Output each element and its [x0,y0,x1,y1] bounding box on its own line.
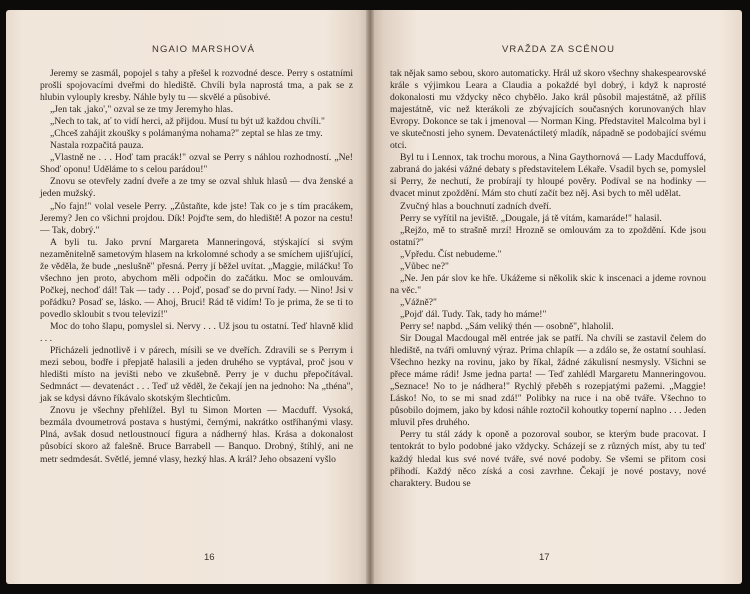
paragraph: „Jen tak ‚jako'," ozval se ze tmy Jeremyho hlas. [50,104,234,116]
paragraph: Znovu je všechny přehlížel. Byl tu Simon Morten — Macduff. Vysoká, bezmála dvoumetrová postava s hustými, černými, nakrátko ostříhanými vlasy. Plná, avšak dosud netloustnoucí figura a nádherný hlas. Krása a dokonalost působící skoro až falešně. Bruce Barrabell — Banquo. Drobný, štíhlý, ani ne metr sedmdesát. Světlé, jemné vlasy, hezký hlas. A král? Jeho obsazení vyšlo [40,405,353,465]
paragraph: „Ne. Jen pár slov ke hře. Ukážeme si několik skic k inscenaci a jdeme rovnou na věc." [390,272,706,296]
paragraph: „Rejžo, mě to strašně mrzí! Hrozně se omlouvám za to zpoždění. Kde jsou ostatní?" [390,224,706,248]
paragraph: Přicházeli jednotlivě i v párech, mísili se ve dveřích. Zdravili se s Perrym i mezi sebou, bodře i přepjatě halasili a jeden druhého se vyptával, proč jsou v hledišti místo na jevišti nebo ve zkušebně. Perry je v duchu přepočítával. Sedmnáct — devatenáct . . . Teď už věděl, že čekají jen na jednoho: Na „théna", jak se kdysi dávno říkávalo skotským šlechticům. [40,345,353,405]
paragraph: Nastala rozpačitá pauza. [50,140,144,152]
paragraph: „Pojď dál. Tudy. Tak, tady ho máme!" [400,308,547,320]
paragraph: „No fajn!" volal vesele Perry. „Zůstaňte, kde jste! Tak co je s tím pracákem, Jeremy? Jen co všichni projdou. Dík! Pojďte sem, do hlediště! A pozor na cestu! — Tak, dobrý." [40,200,353,236]
running-head-author: NGAIO MARSHOVÁ [152,44,256,55]
paragraph: „Vlastně ne . . . Hoď tam pracák!" ozval se Perry s náhlou rozhodností. „Ne! Shoď oponu! Uděláme to s celou parádou!" [40,152,353,176]
left-page [6,10,370,584]
paragraph: „Vážně?" [400,296,437,308]
paragraph: Moc do toho šlapu, pomyslel si. Nervy . . . Už jsou tu ostatní. Teď hlavně klid . . . [40,320,353,345]
paragraph: „Vpředu. Číst nebudeme." [400,248,502,260]
paragraph: „Nech to tak, ať to vidí herci, až přijdou. Musí tu být už každou chvíli." [50,116,325,128]
paragraph: Perry tu stál zády k oponě a pozoroval soubor, se kterým bude pracovat. I tentokrát to bylo podobné jako vždycky. Scházejí se z různých míst, aby tu teď každý hledal kus své nové tváře, své nové podoby. Se všemi se přitom cosi přihodí. Každý něco získá a cosi zavrhne. Čekají je nové postavy, nové charaktery. Budou se [390,429,706,489]
running-head-title: VRAŽDA ZA SCÉNOU [502,44,616,55]
right-page-text [390,68,706,490]
paragraph: Byl tu i Lennox, tak trochu morous, a Nina Gaythornová — Lady Macduffová, zabraná do jakési vážné debaty s představitelem Lékaře. Vsadil bych se, pomyslel si Perry, že nechutí, že probírají ty hloupé pověry. Podíval se na hodinky — dvacet minut zpoždění. Mám sto chutí začít bez něj. Asi bych to měl udělat. [390,152,706,200]
paragraph: tak nějak samo sebou, skoro automaticky. Hrál už skoro všechny shakespearovské krále s výjimkou Leara a Claudia a pokaždé byl dobrý, i když k naprosté dokonalosti mu vždycky něco chybělo. Jako král působil majestátně, až příliš majestátně, vic než kterákoli ze zbývajících současných korunovaných hlav Evropy. Dokonce se tak i jmenoval — Norman King. Představitel Malcolma byl i ve skutečnosti jeho synem. Devatenáctiletý mladík, nápadně se podobající svému otci. [390,68,706,152]
paragraph: Perry se! napbd. „Sám veliký thén — osobně", hlaholil. [400,320,614,332]
paragraph: Sir Dougal Macdougal měl entrée jak se patří. Na chvíli se zastavil čelem do hlediště, na tváři omluvný výraz. Prima chlapík — a zdálo se, že ostatní souhlasí. Všechno hezky na rovinu, jako by říkal, žádné zákulisní nesmysly. Všichni se přece máme rádi! Jsme jedna parta! — Teď zahlédl Margaretu Manneringovou. „Seznace! No to je nádhera!" Rychlý přeběh s rozepjatými pažemi. „Maggie! Lásko! No, to se mi snad zdá!" Polibky na ruce i na obě tváře. Všechno to působilo dojmem, jako by kdosi náhle roztočil kohoutky toperní naplno . . . Jeden mluvil přes druhého. [390,333,706,429]
right-page [370,10,742,584]
paragraph: „Chceš zahájit zkoušky s polámanýma nohama?" zeptal se hlas ze tmy. [50,128,323,140]
paragraph: Zvučný hlas a bouchnutí zadních dveří. [400,200,552,212]
page-number-left: 16 [204,552,215,563]
paragraph: A byli tu. Jako první Margareta Manneringová, stýskající si svým nezaměnitelně sametovým hlasem na krkolomné schody a se smíchem ujišťující, že věděla, že bude „neslušně" přesná. Perry jí běžel uvítat. „Maggie, miláčku! To všechno jen proto, abychom měli odpočin do začátku. Moc se omlouvám. Počkej, nechoď dál! Tak — tady . . . Pojď, posaď se do první řady. — Nino! Jsi v pořádku? Posaď se, lásko. — Ahoj, Bruci! Rád tě vidím! To je prima, že se ti to povedlo skloubit s tvou televizí!" [40,236,353,320]
paragraph: Perry se vyřítil na jeviště. „Dougale, já tě vítám, kamaráde!" halasil. [400,212,662,224]
left-page-text [40,68,353,466]
page-number-right: 17 [539,552,550,563]
paragraph: „Vůbec ne?" [400,260,449,272]
book-gutter [366,10,374,584]
book-spread [6,10,742,584]
paragraph: Jeremy se zasmál, popojel s tahy a přešel k rozvodné desce. Perry s ostatními prošli spojovacími dveřmi do hlediště. Chvíli byla naprostá tma, a pak se z hlubin vylouply kresby. Náhle byly tu — skvělé a působivé. [40,68,353,104]
paragraph: Znovu se otevřely zadní dveře a ze tmy se ozval shluk hlasů — dva ženské a jeden mužský. [40,176,353,200]
